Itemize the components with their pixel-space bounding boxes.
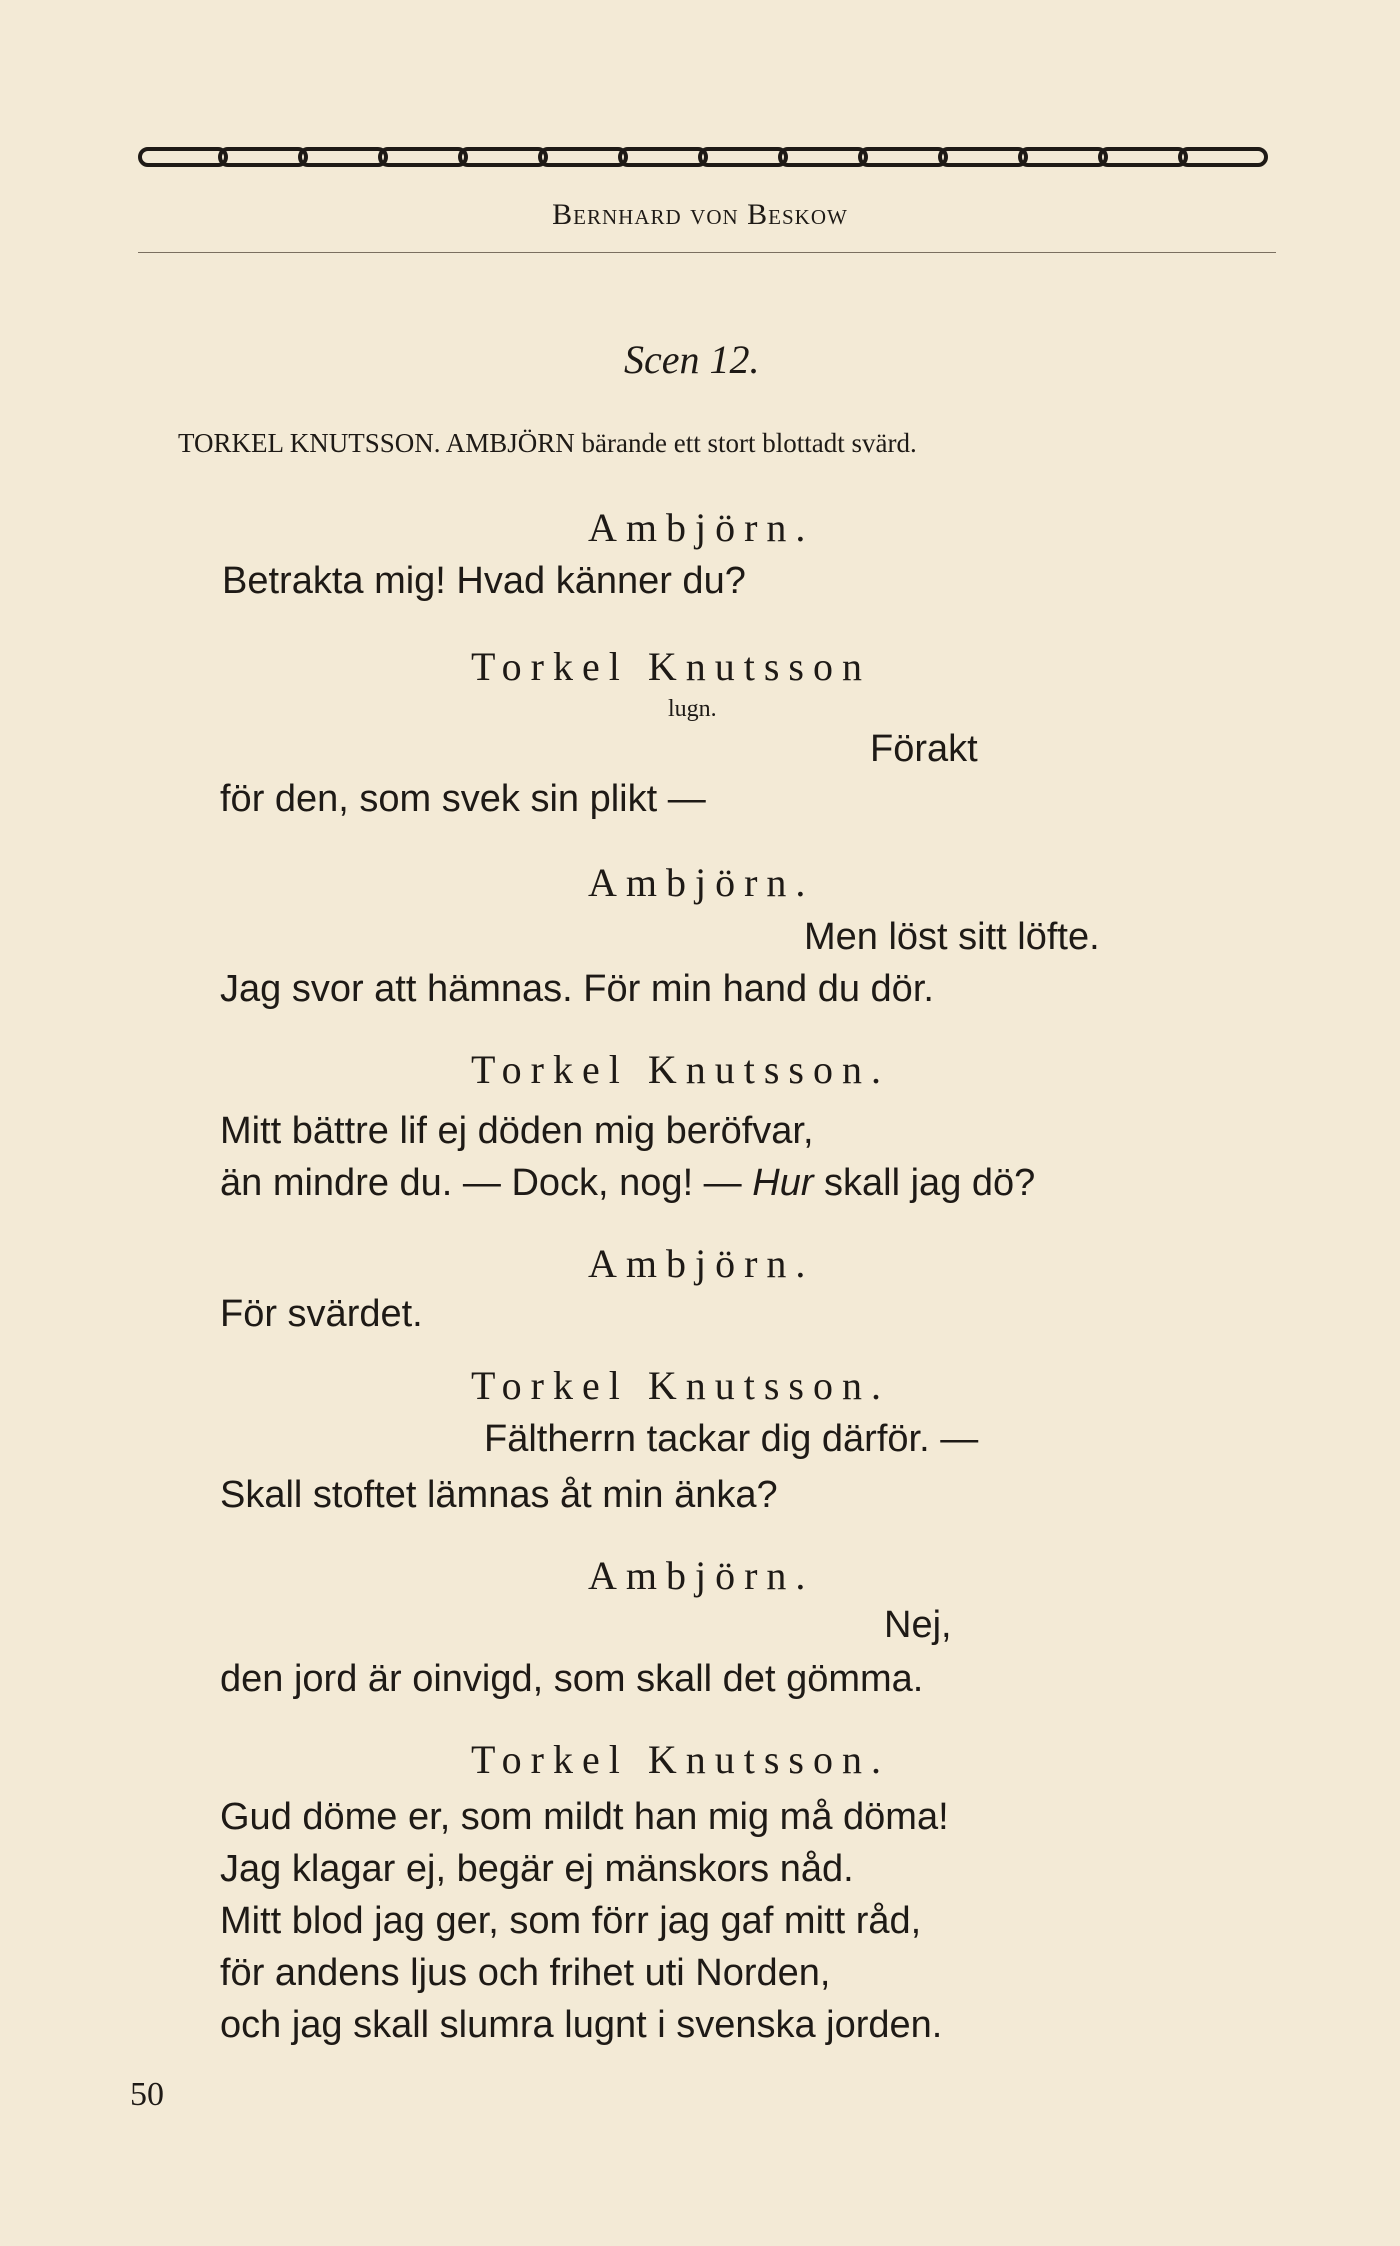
speaker-ambjorn: Ambjörn. xyxy=(588,505,815,550)
speaker-ambjorn: Ambjörn. xyxy=(588,860,815,905)
speaker-direction: lugn. xyxy=(668,696,717,722)
speaker-ambjorn: Ambjörn. xyxy=(588,1241,815,1286)
stage-direction: TORKEL KNUTSSON. AMBJÖRN bärande ett stort blottadt svärd. xyxy=(178,428,917,458)
verse-line: Betrakta mig! Hvad känner du? xyxy=(222,560,746,602)
verse-line: och jag skall slumra lugnt i svenska jorden. xyxy=(220,2004,943,2046)
verse-line: Jag svor att hämnas. För min hand du dör. xyxy=(220,968,934,1010)
speaker-torkel: Torkel Knutsson xyxy=(471,644,871,689)
speaker-torkel: Torkel Knutsson. xyxy=(471,1363,890,1408)
speaker-torkel: Torkel Knutsson. xyxy=(471,1737,890,1782)
verse-line: Gud döme er, som mildt han mig må döma! xyxy=(220,1796,949,1838)
verse-line: Men löst sitt löfte. xyxy=(804,916,1100,958)
verse-text: skall jag dö? xyxy=(813,1162,1036,1204)
verse-line: för andens ljus och frihet uti Norden, xyxy=(220,1952,831,1994)
verse-line: Fältherrn tackar dig därför. — xyxy=(484,1418,979,1460)
verse-line: För svärdet. xyxy=(220,1293,423,1335)
verse-line: Nej, xyxy=(884,1604,952,1646)
verse-line xyxy=(220,1162,1035,1205)
verse-line: Förakt xyxy=(870,728,978,770)
verse-line: för den, som svek sin plikt — xyxy=(220,778,706,820)
scene-title: Scen 12. xyxy=(624,337,760,382)
verse-line: den jord är oinvigd, som skall det gömma. xyxy=(220,1658,924,1700)
verse-text: än mindre du. — Dock, nog! — xyxy=(220,1162,753,1204)
verse-line: Mitt blod jag ger, som förr jag gaf mitt råd, xyxy=(220,1900,922,1942)
ornamental-chain-border xyxy=(138,140,1276,174)
running-head: Bernhard von Beskow xyxy=(552,198,848,231)
speaker-torkel: Torkel Knutsson. xyxy=(471,1047,890,1092)
page-number: 50 xyxy=(130,2076,164,2113)
verse-line: Skall stoftet lämnas åt min änka? xyxy=(220,1474,778,1516)
header-rule xyxy=(138,252,1276,253)
verse-line: Mitt bättre lif ej döden mig beröfvar, xyxy=(220,1110,814,1152)
emphasis: Hur xyxy=(752,1162,814,1204)
speaker-ambjorn: Ambjörn. xyxy=(588,1553,815,1598)
verse-line: Jag klagar ej, begär ej mänskors nåd. xyxy=(220,1848,854,1890)
